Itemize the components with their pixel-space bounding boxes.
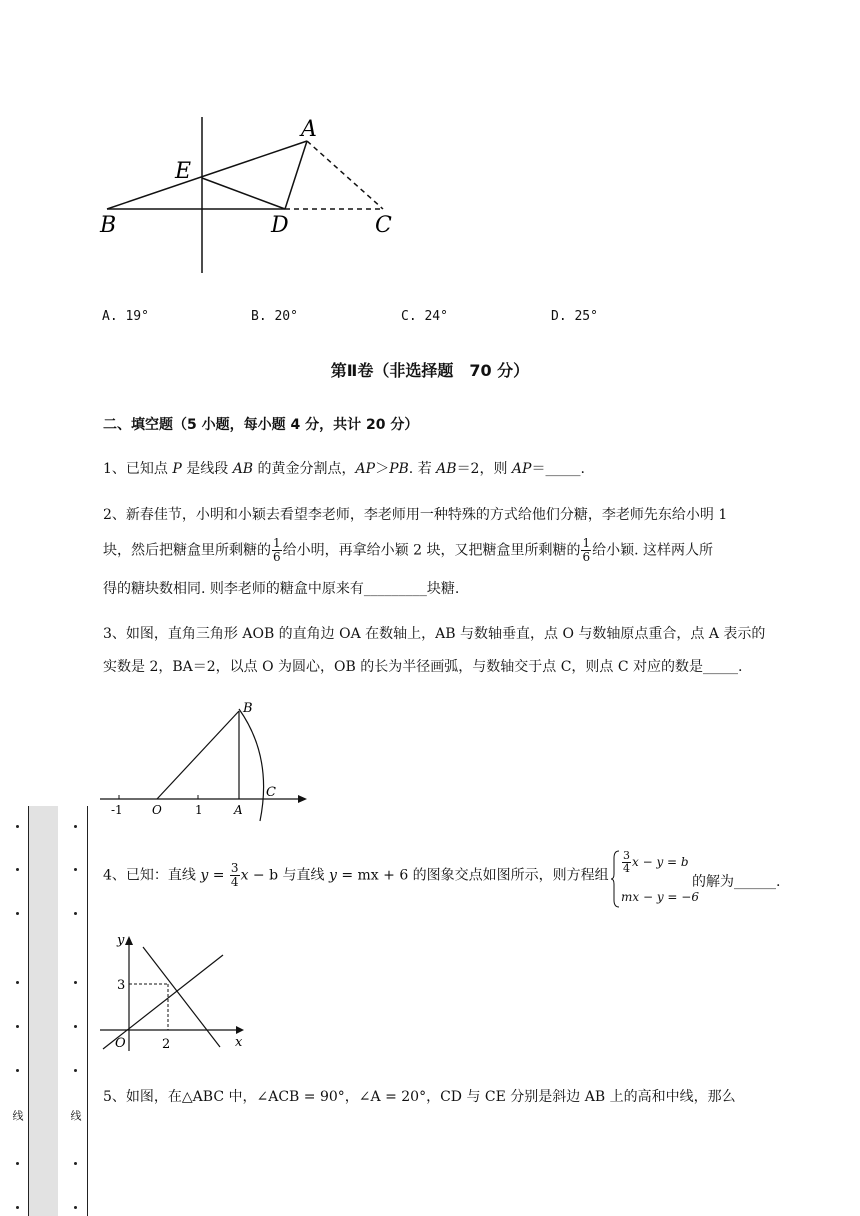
label-O4: O: [115, 1036, 126, 1051]
line-1: [103, 955, 223, 1049]
line-2: [143, 947, 220, 1047]
margin-dot: [16, 912, 19, 915]
question-3-line-2: 实数是 2，BA＝2，以点 O 为圆心，OB 的长为半径画弧，与数轴交于点 C，则点 C 对应的数是_____.: [103, 659, 743, 675]
figure-3-diagram: [95, 695, 315, 825]
label-C3: C: [266, 785, 276, 800]
margin-strip-gray: [28, 806, 59, 1216]
label-two: 2: [162, 1037, 171, 1052]
segment-ED: [202, 178, 285, 209]
label-D: D: [271, 213, 289, 238]
option-c: C. 24°: [401, 309, 448, 324]
label-three: 3: [117, 978, 126, 993]
margin-label-line-2: 线: [69, 1110, 82, 1121]
margin-dot: [16, 981, 19, 984]
question-5: 5、如图，在△ABC 中，∠ACB = 90°，∠A = 20°，CD 与 CE 分别是斜边 AB 上的高和中线，那么: [103, 1089, 736, 1105]
margin-dot: [74, 981, 77, 984]
label-E: E: [175, 159, 192, 184]
equation-system: $\frac{3}{4}$ x − y = b mx − y = −6: [611, 850, 695, 908]
margin-dot: [16, 1162, 19, 1165]
label-y: y: [117, 933, 125, 948]
margin-dot: [74, 912, 77, 915]
label-C: C: [375, 213, 392, 238]
number-line-arrow: [298, 795, 307, 803]
fraction-one-sixth: $\frac{1}{6}$: [273, 536, 281, 564]
x-axis-arrow: [236, 1026, 244, 1034]
label-one: 1: [195, 803, 203, 817]
figure-4-graph: [95, 925, 255, 1055]
margin-strip-white: [58, 806, 88, 1216]
margin-dot: [74, 1025, 77, 1028]
y-axis-arrow: [125, 936, 133, 945]
segment-AC-dashed: [307, 141, 383, 209]
part2-title: 第Ⅱ卷（非选择题 70 分）: [330, 361, 530, 380]
figure-1-diagram: [95, 110, 415, 280]
segment-OB: [157, 711, 239, 799]
label-x: x: [235, 1035, 243, 1050]
fraction-one-sixth-2: $\frac{1}{6}$: [582, 536, 591, 564]
label-A: A: [301, 117, 317, 142]
label-B3: B: [243, 701, 253, 716]
label-O3: O: [152, 803, 162, 817]
margin-label-line-1: 线: [11, 1110, 24, 1121]
question-4: 4、已知：直线 y = $\frac{3}{4}$ x − b 与直线 y = mx + 6 的图象交点如图所示，则方程组: [103, 861, 609, 889]
margin-dot: [74, 1206, 77, 1209]
question-3-line-1: 3、如图，直角三角形 AOB 的直角边 OA 在数轴上，AB 与数轴垂直，点 O 与数轴原点重合，点 A 表示的: [103, 626, 766, 642]
margin-dot: [16, 1069, 19, 1072]
segment-AD: [285, 141, 307, 209]
label-A3: A: [234, 803, 243, 817]
option-b: B. 20°: [251, 309, 298, 324]
margin-dot: [74, 1069, 77, 1072]
brace-icon: [611, 850, 621, 908]
margin-dot: [16, 825, 19, 828]
question-2-line-3: 得的糖块数相同. 则李老师的糖盒中原来有_________块糖.: [103, 581, 460, 597]
question-2-line-1: 2、新春佳节，小明和小颖去看望李老师，李老师用一种特殊的方式给他们分糖，李老师先东给小明 1: [103, 507, 728, 523]
label-neg1: -1: [111, 803, 123, 817]
option-d: D. 25°: [551, 309, 598, 324]
question-1: 1、已知点 P 是线段 AB 的黄金分割点，AP＞PB. 若 AB＝2，则 AP＝_____.: [103, 461, 585, 477]
fraction-three-quarters: $\frac{3}{4}$: [230, 861, 239, 889]
question-4-answer: 的解为______.: [692, 874, 781, 890]
arc-OB: [239, 709, 264, 821]
margin-dot: [74, 868, 77, 871]
margin-dot: [16, 1206, 19, 1209]
option-a: A. 19°: [102, 309, 149, 324]
margin-dot: [74, 825, 77, 828]
question-2-line-2: 块，然后把糖盒里所剩糖的 $\frac{1}{6}$ 给小明，再拿给小颖 2 块，又把糖盒里所剩糖的 $\frac{1}{6}$ 给小颖. 这样两人所: [103, 536, 713, 564]
margin-dot: [16, 1025, 19, 1028]
margin-dot: [16, 868, 19, 871]
segment-BA: [107, 141, 307, 209]
section2-title: 二、填空题（5 小题，每小题 4 分，共计 20 分）: [103, 417, 419, 433]
margin-dot: [74, 1162, 77, 1165]
label-B: B: [100, 213, 117, 238]
